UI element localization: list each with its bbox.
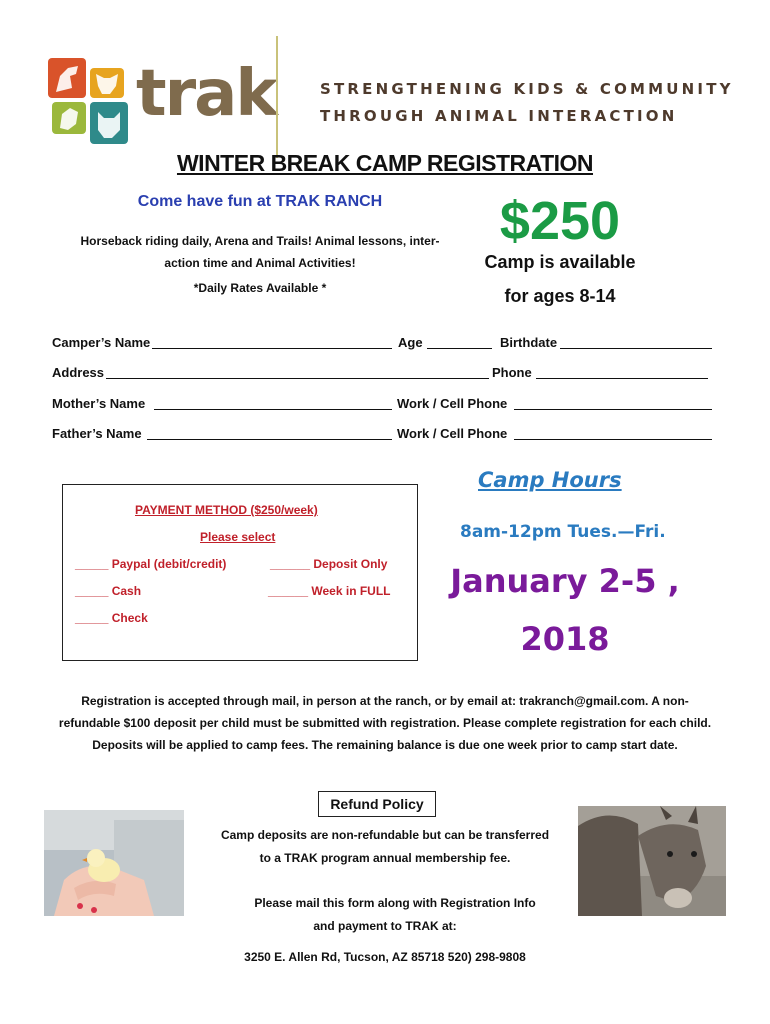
camp-hours-title: Camp Hours — [478, 468, 622, 492]
paypal-label: Paypal (debit/credit) — [111, 557, 227, 571]
birthdate-field[interactable] — [560, 335, 712, 349]
deposit-label: Deposit Only — [313, 557, 388, 571]
mother-name-label: Mother’s Name — [52, 396, 146, 411]
camper-name-label: Camper’s Name — [52, 335, 151, 350]
cash-blank[interactable]: _____ — [75, 584, 109, 598]
tagline-line1: STRENGTHENING KIDS & COMMUNITY — [320, 80, 734, 98]
check-label: Check — [111, 611, 148, 625]
refund-policy-title: Refund Policy — [318, 791, 436, 817]
divider — [276, 36, 278, 158]
cash-label: Cash — [111, 584, 142, 598]
camp-time: 8am-12pm Tues.—Fri. — [460, 522, 666, 542]
father-phone-field[interactable] — [514, 426, 712, 440]
form-row-camper — [52, 335, 712, 355]
donkey-photo — [578, 806, 726, 916]
payment-box — [62, 484, 418, 661]
camper-name-field[interactable] — [152, 335, 392, 349]
daily-rates: *Daily Rates Available * — [193, 281, 327, 295]
intro-line1: Horseback riding daily, Arena and Trails! Animal lessons, inter- — [80, 234, 440, 248]
age-field[interactable] — [427, 335, 492, 349]
payment-select: Please select — [200, 530, 276, 544]
refund-line2: to a TRAK program annual membership fee. — [259, 851, 511, 865]
payment-heading: PAYMENT METHOD ($250/week) — [135, 503, 318, 517]
refund-line3: Please mail this form along with Registration Info — [254, 896, 536, 910]
deposit-option[interactable] — [270, 557, 387, 571]
registration-line3: Deposits will be applied to camp fees. The remaining balance is due one week prior to camp start date. — [92, 738, 678, 752]
logo-wordmark: trak — [136, 57, 276, 131]
intro-headline: Come have fun at TRAK RANCH — [137, 193, 383, 210]
check-option[interactable] — [75, 611, 148, 625]
phone-field[interactable] — [536, 365, 708, 379]
registration-line2: refundable $100 deposit per child must be submitted with registration. Please complete registration for each child. — [58, 716, 712, 730]
trak-logo-tiles — [48, 56, 132, 146]
refund-line1: Camp deposits are non-refundable but can be transferred — [220, 828, 550, 842]
registration-info — [40, 690, 730, 756]
form-row-father — [52, 426, 712, 446]
chick-photo — [44, 810, 184, 916]
mailing-address: 3250 E. Allen Rd, Tucson, AZ 85718 520) 298-9808 — [244, 950, 526, 964]
page-title: WINTER BREAK CAMP REGISTRATION — [176, 150, 594, 176]
mother-phone-label: Work / Cell Phone — [397, 396, 508, 411]
registration-line1: Registration is accepted through mail, in person at the ranch, or by email at: trakranch@gmail.com. A non- — [81, 694, 689, 708]
mother-phone-field[interactable] — [514, 396, 712, 410]
mother-name-field[interactable] — [154, 396, 392, 410]
check-blank[interactable]: _____ — [75, 611, 109, 625]
price: $250 — [499, 191, 621, 251]
father-name-label: Father’s Name — [52, 426, 142, 441]
age-line2: for ages 8-14 — [504, 286, 616, 306]
father-name-field[interactable] — [147, 426, 392, 440]
deposit-blank[interactable]: ______ — [270, 557, 311, 571]
form-row-mother — [52, 396, 712, 416]
horse-icon — [48, 58, 86, 98]
week-blank[interactable]: ______ — [268, 584, 309, 598]
camp-date-line2: 2018 — [520, 620, 610, 658]
address-field[interactable] — [106, 365, 489, 379]
paypal-option[interactable] — [75, 557, 226, 571]
father-phone-label: Work / Cell Phone — [397, 426, 508, 441]
cat-icon — [90, 102, 128, 144]
cash-option[interactable] — [75, 584, 141, 598]
refund-line4: and payment to TRAK at: — [313, 919, 457, 933]
dog-icon — [90, 68, 124, 98]
camp-date-line1: January 2-5 , — [450, 562, 680, 600]
week-label: Week in FULL — [311, 584, 391, 598]
phone-label: Phone — [492, 365, 532, 380]
age-line1: Camp is available — [484, 252, 636, 272]
address-label: Address — [52, 365, 105, 380]
birthdate-label: Birthdate — [500, 335, 558, 350]
tagline-line2: THROUGH ANIMAL INTERACTION — [320, 107, 678, 125]
form-row-address — [52, 365, 712, 385]
week-option[interactable] — [268, 584, 391, 598]
intro-line2: action time and Animal Activities! — [164, 256, 356, 270]
age-label: Age — [398, 335, 423, 350]
intro-description — [50, 230, 470, 274]
paypal-blank[interactable]: _____ — [75, 557, 109, 571]
goat-icon — [52, 102, 86, 134]
